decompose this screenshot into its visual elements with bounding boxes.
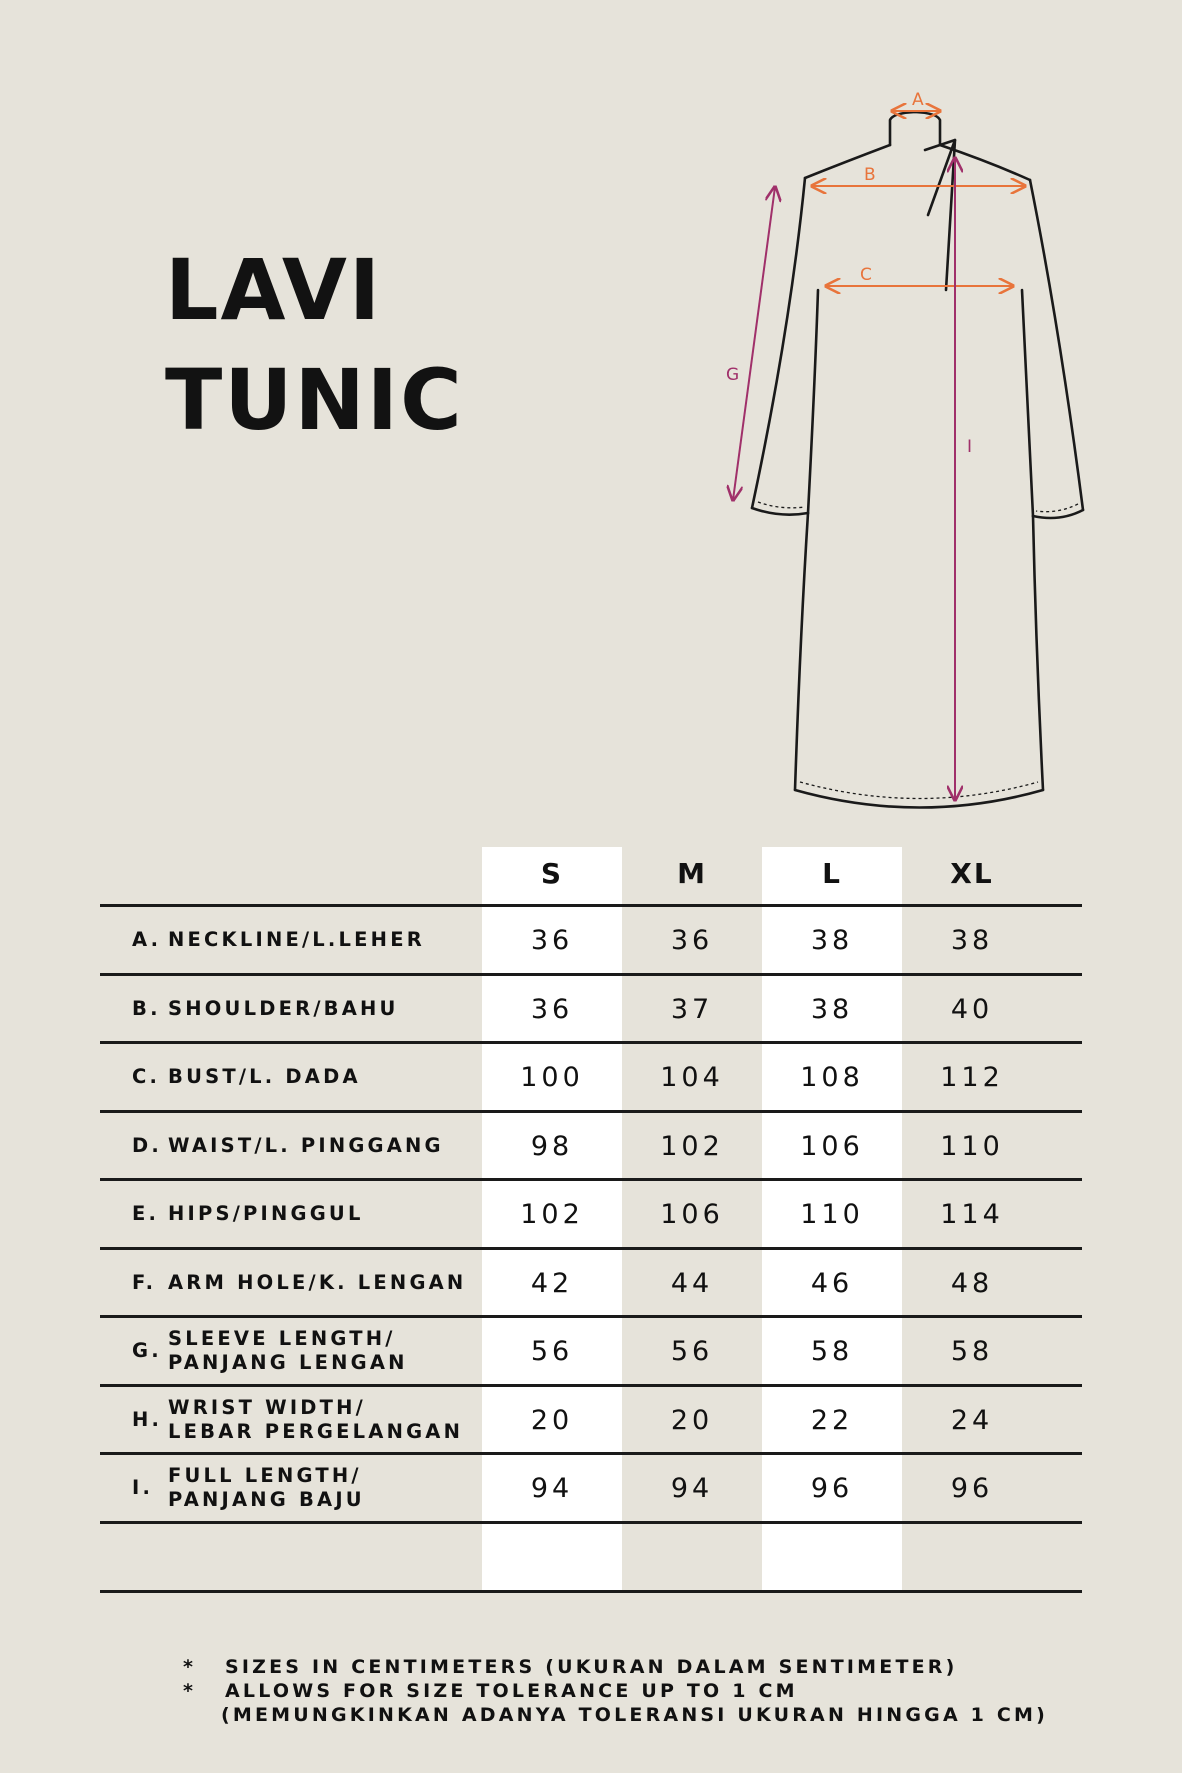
row-label: E. HIPS/PINGGUL	[132, 1202, 364, 1225]
table-row	[100, 1387, 1082, 1453]
table-row	[100, 1318, 1082, 1384]
cell-xl: 48	[950, 1267, 994, 1299]
cell-l: 96	[810, 1472, 854, 1504]
cell-l: 46	[810, 1267, 854, 1299]
cell-xl: 112	[940, 1061, 1004, 1093]
cell-l: 38	[810, 924, 854, 956]
title-line-1: LAVI	[165, 241, 383, 339]
cell-xl: 110	[940, 1130, 1004, 1162]
measure-g-arrow	[733, 187, 775, 500]
cell-s: 36	[530, 993, 574, 1025]
cell-m: 37	[670, 993, 714, 1025]
cell-s: 102	[520, 1198, 584, 1230]
cell-xl: 96	[950, 1472, 994, 1504]
cell-l: 106	[800, 1130, 864, 1162]
label-a: A	[912, 90, 924, 110]
footnotes	[183, 1655, 1048, 1727]
row-label: H. WRIST WIDTH/ LEBAR PERGELANGAN	[132, 1396, 464, 1443]
label-i: I	[967, 437, 973, 457]
garment-outline	[752, 112, 1083, 808]
cell-xl: 24	[950, 1404, 994, 1436]
cell-xl: 114	[940, 1198, 1004, 1230]
table-row	[100, 976, 1082, 1042]
cell-xl: 58	[950, 1335, 994, 1367]
row-label: B. SHOULDER/BAHU	[132, 997, 399, 1020]
size-header-l: L	[822, 857, 842, 890]
row-label: C. BUST/L. DADA	[132, 1065, 361, 1088]
footnote-1: * SIZES IN CENTIMETERS (UKURAN DALAM SENTIMETER)	[183, 1656, 958, 1678]
footnote-2: * ALLOWS FOR SIZE TOLERANCE UP TO 1 CM	[183, 1680, 798, 1702]
table-row	[100, 1044, 1082, 1110]
row-label: F. ARM HOLE/K. LENGAN	[132, 1271, 467, 1294]
cell-m: 104	[660, 1061, 724, 1093]
table-row	[100, 1455, 1082, 1521]
table-rule	[100, 1590, 1082, 1593]
row-label: A. NECKLINE/L.LEHER	[132, 928, 425, 951]
cell-s: 94	[530, 1472, 574, 1504]
cell-s: 20	[530, 1404, 574, 1436]
size-header-s: S	[540, 857, 564, 890]
cell-m: 102	[660, 1130, 724, 1162]
cell-m: 36	[670, 924, 714, 956]
cell-l: 38	[810, 993, 854, 1025]
cell-s: 100	[520, 1061, 584, 1093]
cell-l: 110	[800, 1198, 864, 1230]
cell-m: 20	[670, 1404, 714, 1436]
cell-l: 108	[800, 1061, 864, 1093]
table-row	[100, 1113, 1082, 1179]
cell-m: 106	[660, 1198, 724, 1230]
cell-s: 36	[530, 924, 574, 956]
cell-s: 56	[530, 1335, 574, 1367]
cell-m: 94	[670, 1472, 714, 1504]
row-label: G. SLEEVE LENGTH/ PANJANG LENGAN	[132, 1327, 408, 1374]
footnote-2-continued: (MEMUNGKINKAN ADANYA TOLERANSI UKURAN HINGGA 1 CM)	[221, 1704, 1049, 1726]
label-b: B	[864, 165, 876, 185]
title-line-2: TUNIC	[165, 351, 464, 449]
table-row	[100, 1181, 1082, 1247]
cell-l: 58	[810, 1335, 854, 1367]
row-label: D. WAIST/L. PINGGANG	[132, 1134, 444, 1157]
size-header-xl: XL	[950, 857, 994, 890]
cell-s: 98	[530, 1130, 574, 1162]
cell-m: 44	[670, 1267, 714, 1299]
table-row	[100, 1250, 1082, 1316]
cell-l: 22	[810, 1404, 854, 1436]
cell-s: 42	[530, 1267, 574, 1299]
table-rule	[100, 1521, 1082, 1524]
label-g: G	[726, 365, 740, 385]
size-header-m: M	[677, 857, 707, 890]
cell-xl: 40	[950, 993, 994, 1025]
cell-m: 56	[670, 1335, 714, 1367]
tunic-diagram	[700, 70, 1100, 830]
row-label: I. FULL LENGTH/ PANJANG BAJU	[132, 1464, 365, 1511]
cell-xl: 38	[950, 924, 994, 956]
label-c: C	[860, 265, 872, 285]
table-row	[100, 907, 1082, 973]
